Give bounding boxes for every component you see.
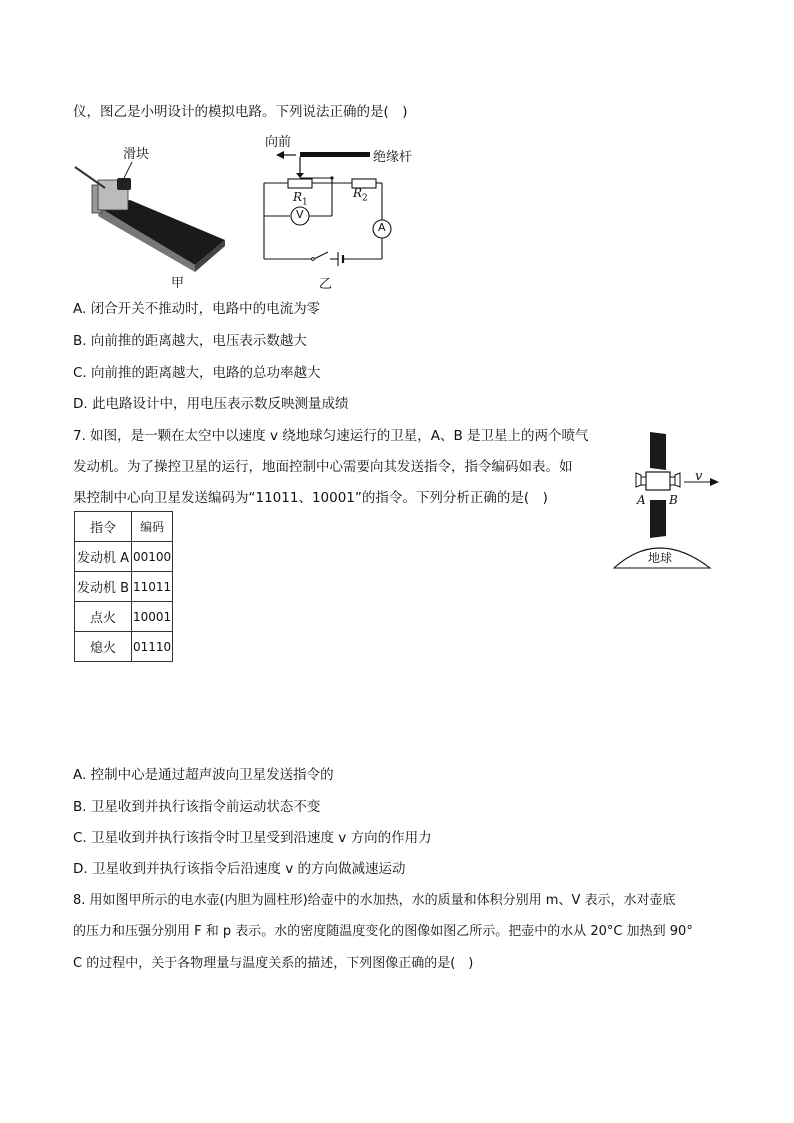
q7-option-a: A. 控制中心是通过超声波向卫星发送指令的	[73, 767, 334, 783]
resistor-r1	[288, 179, 312, 188]
table-cell: 10001	[132, 602, 173, 632]
figure-yi-caption: 乙	[319, 277, 333, 292]
question-6-stem-tail: 仪，图乙是小明设计的模拟电路。下列说法正确的是( )	[73, 104, 408, 120]
engine-b-label: B	[669, 493, 678, 507]
q6-option-d: D. 此电路设计中，用电压表示数反映测量成绩	[73, 396, 349, 412]
command-code-table	[74, 511, 173, 662]
table-row	[75, 572, 173, 602]
q7-option-c: C. 卫星收到并执行该指令时卫星受到沿速度 v 方向的作用力	[73, 830, 432, 846]
table-cell: 发动机 A	[75, 542, 132, 572]
q7-stem-line-1: 7. 如图，是一颗在太空中以速度 v 绕地球匀速运行的卫星，A、B 是卫星上的两个喷气	[73, 428, 589, 444]
table-row	[75, 632, 173, 662]
table-header: 指令	[75, 512, 132, 542]
table-cell: 熄火	[75, 632, 132, 662]
ammeter-label: A	[378, 221, 386, 234]
table-header-row	[75, 512, 173, 542]
voltmeter-label: V	[296, 208, 304, 221]
figure-jia-caption: 甲	[171, 276, 185, 291]
velocity-label: v	[695, 469, 703, 484]
q8-stem-line-3: C 的过程中，关于各物理量与温度关系的描述，下列图像正确的是( )	[73, 956, 474, 971]
rod-label: 绝缘杆	[373, 150, 413, 165]
forward-label: 向前	[265, 135, 292, 150]
r1-label: $R_1$	[293, 190, 308, 208]
q7-stem-line-3: 果控制中心向卫星发送编码为“11011、10001”的指令。下列分析正确的是( )	[73, 490, 548, 506]
q7-option-d: D. 卫星收到并执行该指令后沿速度 v 的方向做减速运动	[73, 861, 406, 877]
table-cell: 01110	[132, 632, 173, 662]
q6-option-a: A. 闭合开关不推动时，电路中的电流为零	[73, 301, 321, 317]
engine-a	[636, 473, 641, 487]
solar-panel-bottom	[650, 500, 666, 538]
velocity-arrow-icon	[710, 478, 719, 486]
forward-arrow-icon	[276, 151, 284, 159]
engine-a-label: A	[637, 493, 646, 507]
table-cell: 00100	[132, 542, 173, 572]
table-cell: 11011	[132, 572, 173, 602]
slider-label: 滑块	[123, 147, 150, 162]
r2-label: $R_2$	[353, 186, 368, 204]
earth-label: 地球	[648, 551, 673, 565]
solar-panel-top	[650, 432, 666, 470]
table-cell: 发动机 B	[75, 572, 132, 602]
insulating-rod	[300, 152, 370, 157]
slider-block	[117, 178, 131, 190]
q8-stem-line-1: 8. 用如图甲所示的电水壶(内胆为圆柱形)给壶中的水加热，水的质量和体积分别用 m、V 表示，水对壶底	[73, 893, 676, 908]
engine-b	[675, 473, 680, 487]
q7-stem-line-2: 发动机。为了操控卫星的运行，地面控制中心需要向其发送指令，指令编码如表。如	[73, 459, 573, 475]
table-row	[75, 542, 173, 572]
switch	[312, 258, 315, 261]
device-figure-jia	[70, 140, 230, 290]
q6-option-c: C. 向前推的距离越大，电路的总功率越大	[73, 365, 321, 381]
satellite-body	[646, 472, 670, 490]
table-cell: 点火	[75, 602, 132, 632]
q8-stem-line-2: 的压力和压强分别用 F 和 p 表示。水的密度随温度变化的图像如图乙所示。把壶中的水从 20°C 加热到 90°	[73, 924, 693, 939]
table-header: 编码	[132, 512, 173, 542]
q6-option-b: B. 向前推的距离越大，电压表示数越大	[73, 333, 307, 349]
table-row	[75, 602, 173, 632]
q7-option-b: B. 卫星收到并执行该指令前运动状态不变	[73, 799, 321, 815]
